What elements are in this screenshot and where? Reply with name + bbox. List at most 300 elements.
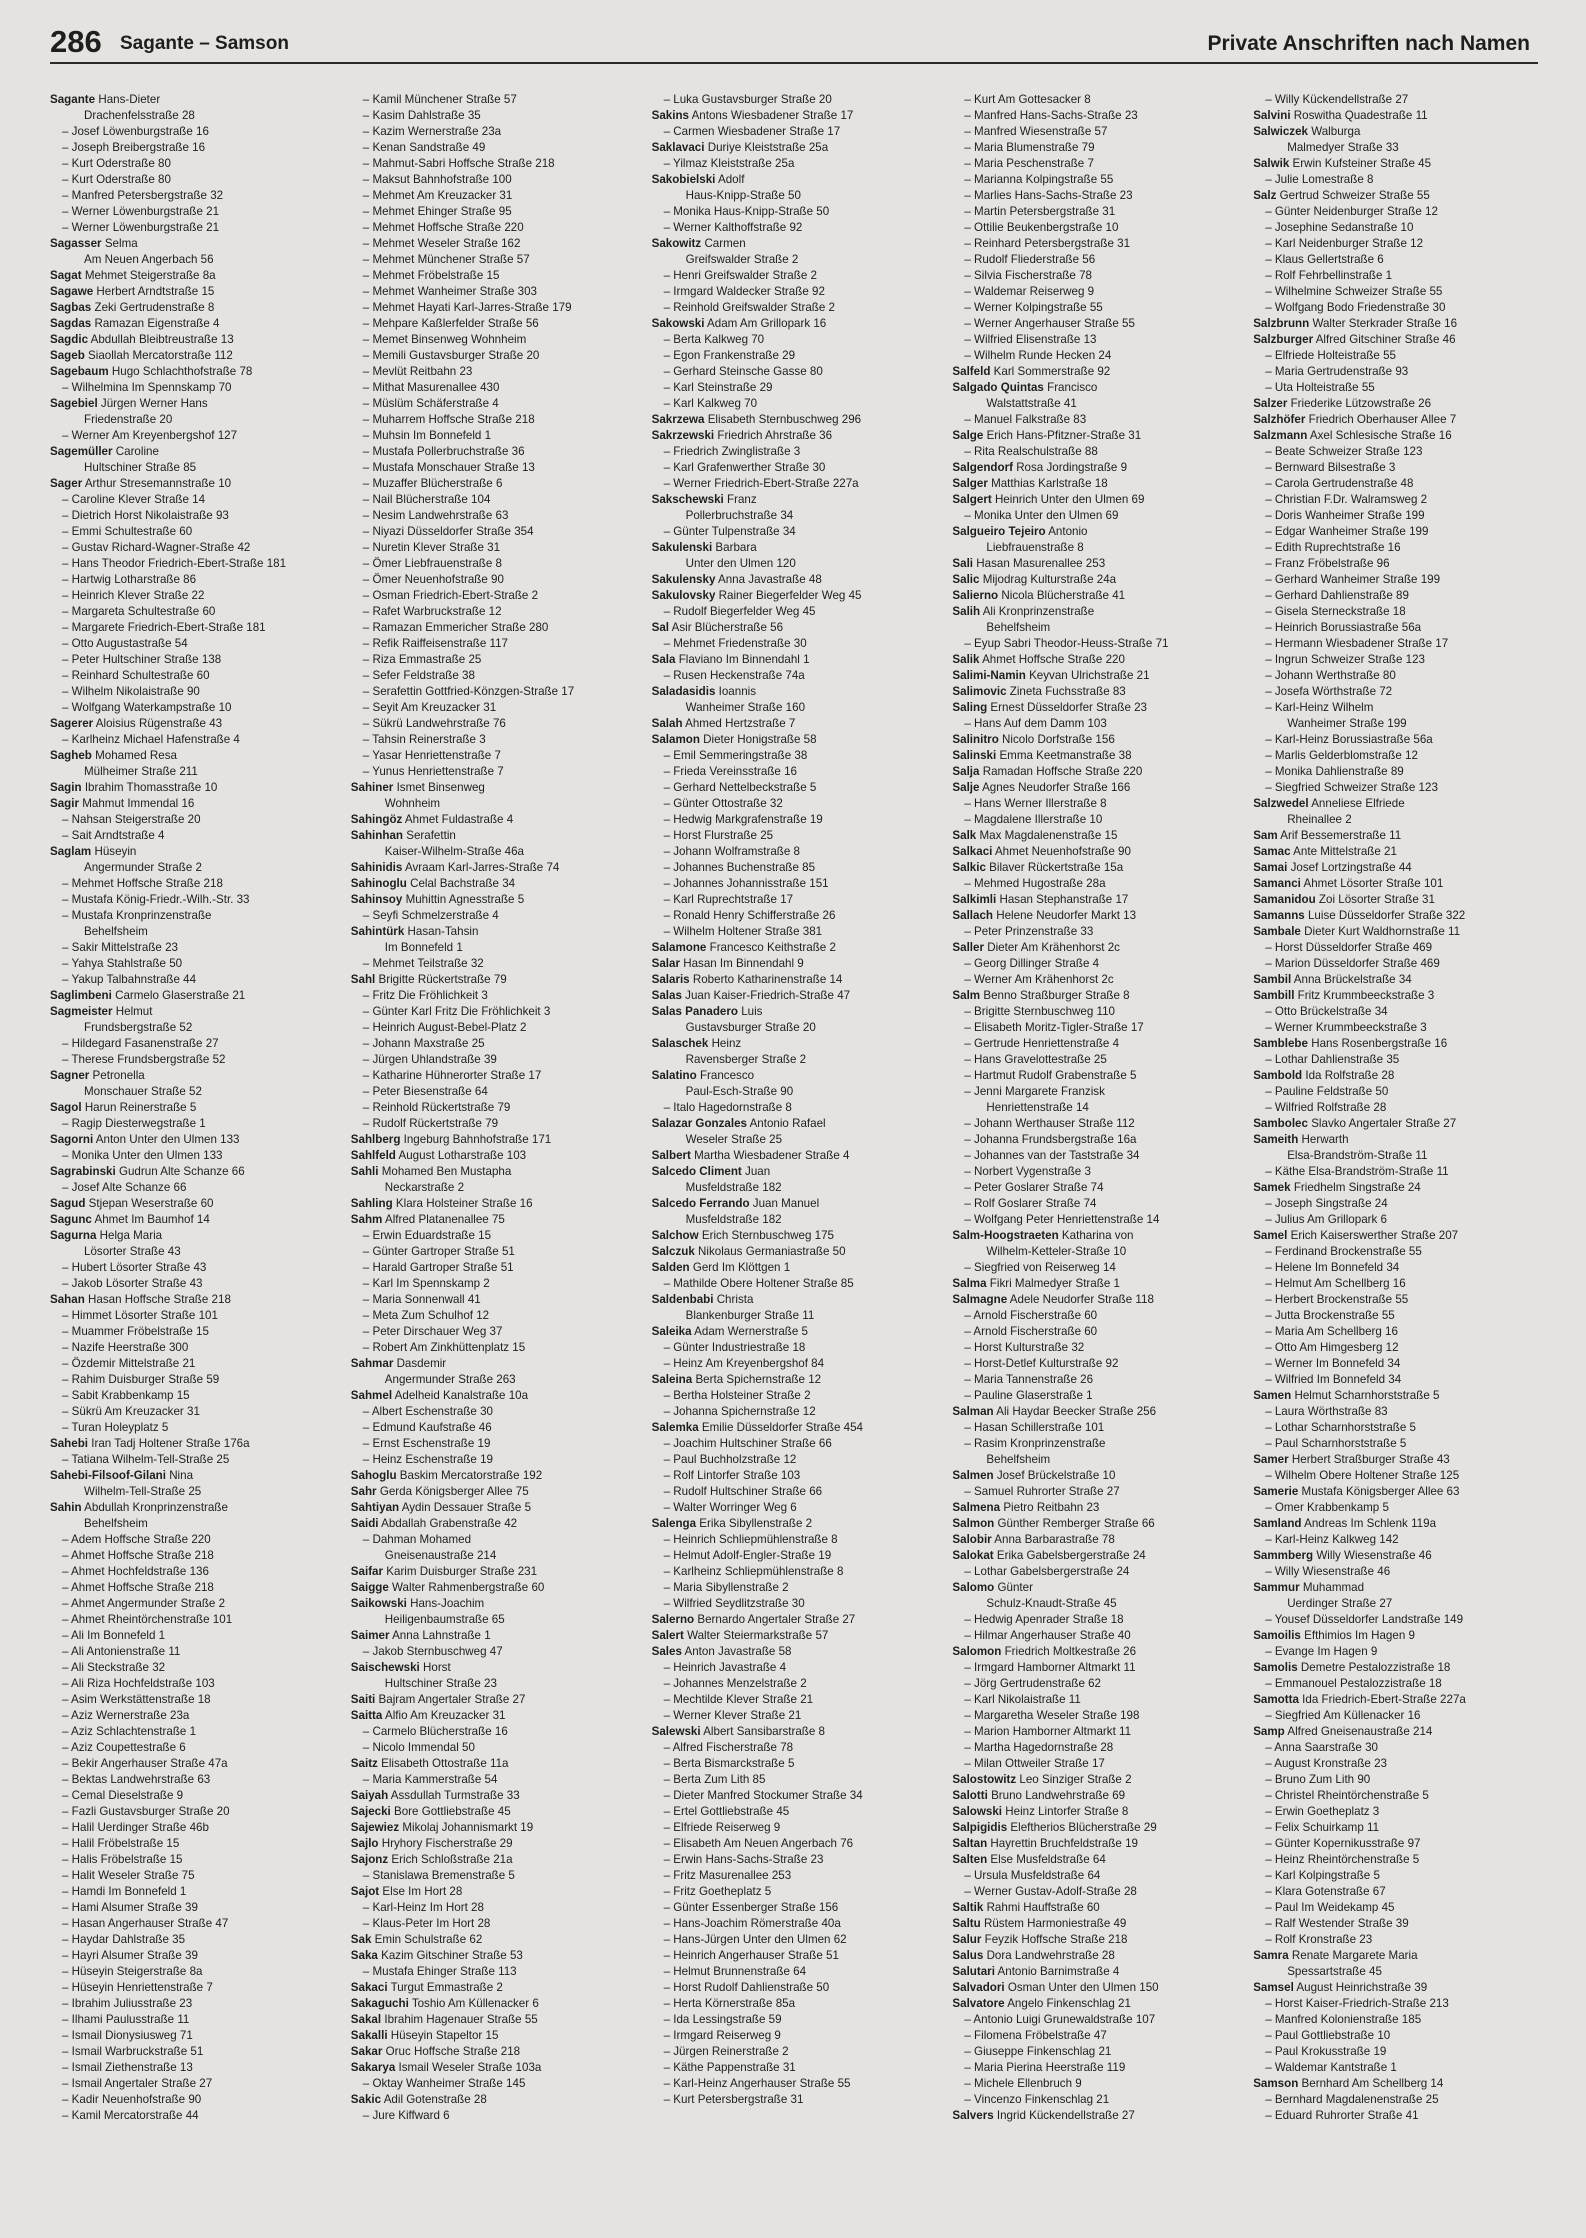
directory-entry: – Horst Rudolf Dahlienstraße 50 bbox=[663, 1981, 830, 1994]
directory-entry: – Mehmet Teilstraße 32 bbox=[362, 957, 484, 970]
directory-entry: – Günter Kopernikusstraße 97 bbox=[1265, 1837, 1421, 1850]
directory-entry: – Ilhami Paulusstraße 11 bbox=[62, 2013, 190, 2026]
directory-entry: Behelfsheim bbox=[84, 1517, 148, 1530]
directory-entry: – Paul Im Weidekamp 45 bbox=[1265, 1901, 1395, 1914]
directory-entry bbox=[1253, 316, 1540, 332]
entry-details: Zoi Lösorter Straße 31 bbox=[1318, 893, 1435, 906]
surname: Sakar bbox=[350, 2045, 383, 2058]
directory-entry bbox=[351, 1660, 638, 1676]
entry-details: Karim Duisburger Straße 231 bbox=[386, 1565, 538, 1578]
directory-entry bbox=[952, 1404, 1239, 1420]
surname: Sagrabinski bbox=[50, 1165, 116, 1178]
directory-entry: – Pauline Glaserstraße 1 bbox=[964, 1389, 1093, 1402]
directory-entry: – Mevlüt Reitbahn 23 bbox=[362, 365, 473, 378]
directory-entry: Wanheimer Straße 199 bbox=[1287, 717, 1407, 730]
entry-details: Ahmet Hoffsche Straße 220 bbox=[982, 653, 1125, 666]
directory-entry: – Mehmet Hoffsche Straße 220 bbox=[362, 221, 524, 234]
directory-entry: – Haydar Dahlstraße 35 bbox=[62, 1933, 186, 1946]
entry-details: Bajram Angertaler Straße 27 bbox=[378, 1693, 526, 1706]
entry-details: Heinz Lintorfer Straße 8 bbox=[1005, 1805, 1129, 1818]
directory-entry bbox=[50, 1100, 337, 1116]
directory-entry: – Martha Hagedornstraße 28 bbox=[964, 1741, 1114, 1754]
entry-details: Benno Straßburger Straße 8 bbox=[983, 989, 1130, 1002]
directory-entry: – Egon Frankenstraße 29 bbox=[663, 349, 796, 362]
directory-entry bbox=[351, 780, 638, 796]
surname: Saiyah bbox=[350, 1789, 389, 1802]
directory-entry bbox=[652, 140, 939, 156]
directory-entry: – Rusen Heckenstraße 74a bbox=[663, 669, 805, 682]
directory-entry: – Nuretin Klever Straße 31 bbox=[362, 541, 501, 554]
entry-details: Ahmed Hertzstraße 7 bbox=[685, 717, 796, 730]
directory-entry: – Aziz Schlachtenstraße 1 bbox=[62, 1725, 197, 1738]
directory-entry bbox=[652, 236, 939, 252]
entry-details: Harun Reinerstraße 5 bbox=[84, 1101, 197, 1114]
directory-entry: – Mahmut-Sabri Hoffsche Straße 218 bbox=[362, 157, 555, 170]
directory-entry: – Alfred Fischerstraße 78 bbox=[663, 1741, 794, 1754]
entry-details: Hugo Schlachthofstraße 78 bbox=[111, 365, 253, 378]
entry-details: Hasan-Tahsin bbox=[407, 925, 479, 938]
entry-details: Dieter Honigstraße 58 bbox=[703, 733, 817, 746]
directory-entry: Blankenburger Straße 11 bbox=[685, 1309, 815, 1322]
directory-entry: – Joseph Singstraße 24 bbox=[1265, 1197, 1388, 1210]
directory-column-3 bbox=[652, 92, 939, 2222]
directory-entry: – Wolfgang Peter Henriettenstraße 14 bbox=[964, 1213, 1160, 1226]
entry-details: Axel Schlesische Straße 16 bbox=[1309, 429, 1452, 442]
directory-entry bbox=[652, 684, 939, 700]
directory-entry bbox=[50, 1468, 337, 1484]
entry-details: Assdullah Turmstraße 33 bbox=[390, 1789, 520, 1802]
directory-entry: Liebfrauenstraße 8 bbox=[986, 541, 1084, 554]
directory-entry: – Karl Kolpingstraße 5 bbox=[1265, 1869, 1380, 1882]
entry-details: Abdullah Kronprinzenstraße bbox=[84, 1501, 228, 1514]
directory-entry bbox=[50, 1212, 337, 1228]
surname: Sajewiez bbox=[350, 1821, 400, 1834]
entry-details: Luise Düsseldorfer Straße 322 bbox=[1307, 909, 1466, 922]
directory-entry bbox=[1253, 1036, 1540, 1052]
directory-entry: – Bekir Angerhauser Straße 47a bbox=[62, 1757, 228, 1770]
directory-entry bbox=[351, 1564, 638, 1580]
directory-entry bbox=[1253, 188, 1540, 204]
directory-entry: – Hildegard Fasanenstraße 27 bbox=[62, 1037, 219, 1050]
entry-details: Nicola Blücherstraße 41 bbox=[1001, 589, 1126, 602]
directory-entry: – Muzaffer Blücherstraße 6 bbox=[362, 477, 503, 490]
directory-entry bbox=[351, 1212, 638, 1228]
surname: Salvini bbox=[1253, 109, 1291, 122]
directory-entry: – Hedwig Apenrader Straße 18 bbox=[964, 1613, 1124, 1626]
directory-entry: – Yousef Düsseldorfer Landstraße 149 bbox=[1265, 1613, 1464, 1626]
directory-entry bbox=[351, 1596, 638, 1612]
entry-details: Baskim Mercatorstraße 192 bbox=[399, 1469, 543, 1482]
directory-entry bbox=[351, 1996, 638, 2012]
directory-entry: – Karl Neidenburger Straße 12 bbox=[1265, 237, 1424, 250]
entry-details: Fritz Krummbeeckstraße 3 bbox=[1297, 989, 1435, 1002]
directory-entry bbox=[952, 556, 1239, 572]
directory-entry bbox=[351, 1756, 638, 1772]
entry-details: Max Magdalenenstraße 15 bbox=[979, 829, 1118, 842]
directory-entry: – Rasim Kronprinzenstraße bbox=[964, 1437, 1106, 1450]
directory-entry bbox=[351, 1788, 638, 1804]
directory-column-5 bbox=[1253, 92, 1540, 2222]
entry-details: Berta Spichernstraße 12 bbox=[695, 1373, 822, 1386]
surname: Saischewski bbox=[350, 1661, 420, 1674]
directory-entry bbox=[652, 1324, 939, 1340]
surname: Sajlo bbox=[350, 1837, 379, 1850]
directory-entry: – Ralf Westender Straße 39 bbox=[1265, 1917, 1409, 1930]
surname: Salmon bbox=[952, 1517, 995, 1530]
directory-entry: – Mehmet Ehinger Straße 95 bbox=[362, 205, 512, 218]
surname: Salzer bbox=[1253, 397, 1288, 410]
entry-details: Alfio Am Kreuzacker 31 bbox=[384, 1709, 506, 1722]
directory-entry: – Hamdi Im Bonnefeld 1 bbox=[62, 1885, 187, 1898]
entry-details: Heinz bbox=[711, 1037, 742, 1050]
directory-entry bbox=[952, 1580, 1239, 1596]
surname: Sajot bbox=[350, 1885, 380, 1898]
entry-details: Leo Sinziger Straße 2 bbox=[1019, 1773, 1132, 1786]
directory-entry bbox=[50, 1436, 337, 1452]
surname: Samoilis bbox=[1253, 1629, 1301, 1642]
surname: Sakowski bbox=[651, 317, 705, 330]
directory-entry bbox=[50, 92, 337, 108]
directory-entry: – Karl Steinstraße 29 bbox=[663, 381, 773, 394]
surname: Sakins bbox=[651, 109, 689, 122]
entry-details: Ramadan Hoffsche Straße 220 bbox=[982, 765, 1143, 778]
directory-entry: – Michele Ellenbruch 9 bbox=[964, 2077, 1082, 2090]
surname: Salih bbox=[952, 605, 981, 618]
directory-entry: – Günter Industriestraße 18 bbox=[663, 1341, 806, 1354]
directory-entry: – Hilmar Angerhauser Straße 40 bbox=[964, 1629, 1131, 1642]
surname: Salzwedel bbox=[1253, 797, 1309, 810]
surname: Salk bbox=[952, 829, 977, 842]
surname: Salgendorf bbox=[952, 461, 1013, 474]
directory-entry: – Dieter Manfred Stockumer Straße 34 bbox=[663, 1789, 863, 1802]
directory-entry: – Kasim Dahlstraße 35 bbox=[362, 109, 481, 122]
directory-entry bbox=[652, 108, 939, 124]
directory-entry: – Cemal Dieselstraße 9 bbox=[62, 1789, 184, 1802]
surname: Saglimbeni bbox=[50, 989, 112, 1002]
surname: Saleika bbox=[651, 1325, 692, 1338]
surname: Sambolec bbox=[1253, 1117, 1308, 1130]
surname: Sammur bbox=[1253, 1581, 1300, 1594]
directory-entry bbox=[351, 1516, 638, 1532]
directory-entry: – Ursula Musfeldstraße 64 bbox=[964, 1869, 1101, 1882]
directory-entry: – Evange Im Hagen 9 bbox=[1265, 1645, 1378, 1658]
entry-details: Dasdemir bbox=[396, 1357, 447, 1370]
directory-entry: – Lothar Gabelsbergerstraße 24 bbox=[964, 1565, 1130, 1578]
entry-details: Mustafa Königsberger Allee 63 bbox=[1301, 1485, 1460, 1498]
surname: Sakaguchi bbox=[350, 1997, 409, 2010]
directory-entry bbox=[1253, 124, 1540, 140]
entry-details: Emilie Düsseldorfer Straße 454 bbox=[701, 1421, 863, 1434]
entry-details: Albert Sansibarstraße 8 bbox=[703, 1725, 825, 1738]
directory-entry: – Laura Wörthstraße 83 bbox=[1265, 1405, 1388, 1418]
directory-entry bbox=[652, 956, 939, 972]
surname: Sahlberg bbox=[350, 1133, 401, 1146]
directory-entry: – Mehmet Weseler Straße 162 bbox=[362, 237, 521, 250]
directory-entry: – Jörg Gertrudenstraße 62 bbox=[964, 1677, 1102, 1690]
directory-entry: Rheinallee 2 bbox=[1287, 813, 1352, 826]
directory-entry: – Mehmet Friedenstraße 30 bbox=[663, 637, 807, 650]
directory-entry: – Heinrich Angerhauser Straße 51 bbox=[663, 1949, 839, 1962]
directory-entry: – Emmanouel Pestalozzistraße 18 bbox=[1265, 1677, 1442, 1690]
directory-entry: – Brigitte Sternbuschweg 110 bbox=[964, 1005, 1115, 1018]
directory-entry: – Johann Maxstraße 25 bbox=[362, 1037, 485, 1050]
entry-details: Anton Javastraße 58 bbox=[684, 1645, 792, 1658]
surname: Salfeld bbox=[952, 365, 991, 378]
directory-entry bbox=[952, 940, 1239, 956]
directory-entry: – Oktay Wanheimer Straße 145 bbox=[362, 2077, 526, 2090]
directory-entry: – Mustafa Kronprinzenstraße bbox=[62, 909, 212, 922]
directory-entry bbox=[351, 2092, 638, 2108]
directory-entry bbox=[952, 988, 1239, 1004]
directory-entry: – Rolf Lintorfer Straße 103 bbox=[663, 1469, 801, 1482]
entry-details: Abdallah Grabenstraße 42 bbox=[381, 1517, 518, 1530]
surname: Sagdic bbox=[50, 333, 89, 346]
directory-entry: – Doris Wanheimer Straße 199 bbox=[1265, 509, 1425, 522]
directory-entry bbox=[952, 588, 1239, 604]
directory-entry bbox=[652, 540, 939, 556]
directory-entry: – Werner Klever Straße 21 bbox=[663, 1709, 802, 1722]
entry-details: Helga Maria bbox=[99, 1229, 163, 1242]
entry-details: Adelheid Kanalstraße 10a bbox=[394, 1389, 529, 1402]
directory-entry bbox=[652, 972, 939, 988]
directory-entry: – Franz Fröbelstraße 96 bbox=[1265, 557, 1390, 570]
directory-entry: – Karl Im Spennskamp 2 bbox=[362, 1277, 490, 1290]
directory-entry bbox=[50, 748, 337, 764]
directory-entry: – Josefa Wörthstraße 72 bbox=[1265, 685, 1393, 698]
entry-details: Günther Remberger Straße 66 bbox=[997, 1517, 1155, 1530]
directory-entry: – Kurt Petersbergstraße 31 bbox=[663, 2093, 804, 2106]
entry-details: Luis bbox=[741, 1005, 763, 1018]
surname: Sagawe bbox=[50, 285, 94, 298]
entry-details: Agnes Neudorfer Straße 166 bbox=[982, 781, 1131, 794]
directory-entry bbox=[1253, 1692, 1540, 1708]
entry-details: Zineta Fuchsstraße 83 bbox=[1009, 685, 1126, 698]
surname: Salenga bbox=[651, 1517, 697, 1530]
directory-entry: – Anna Saarstraße 30 bbox=[1265, 1741, 1378, 1754]
directory-entry: – Werner Im Bonnefeld 34 bbox=[1265, 1357, 1401, 1370]
surname: Salge bbox=[952, 429, 984, 442]
directory-entry: – Ali Steckstraße 32 bbox=[62, 1661, 166, 1674]
entry-details: Josef Lortzingstraße 44 bbox=[1290, 861, 1412, 874]
surname: Salomo bbox=[952, 1581, 995, 1594]
surname: Sager bbox=[50, 477, 83, 490]
directory-entry bbox=[50, 1228, 337, 1244]
entry-details: Ingrid Kückendellstraße 27 bbox=[996, 2109, 1135, 2122]
directory-entry: – Otto Am Himgesberg 12 bbox=[1265, 1341, 1399, 1354]
directory-entry: Lösorter Straße 43 bbox=[84, 1245, 181, 1258]
directory-entry: Ravensberger Straße 2 bbox=[685, 1053, 807, 1066]
entry-details: Slavko Angertaler Straße 27 bbox=[1311, 1117, 1457, 1130]
directory-entry: – Elfriede Reiserweg 9 bbox=[663, 1821, 781, 1834]
surname: Saitta bbox=[350, 1709, 383, 1722]
directory-entry bbox=[1253, 1724, 1540, 1740]
directory-entry: – Meta Zum Schulhof 12 bbox=[362, 1309, 490, 1322]
directory-entry bbox=[952, 1836, 1239, 1852]
directory-entry bbox=[952, 1228, 1239, 1244]
surname: Sahr bbox=[350, 1485, 377, 1498]
directory-entry bbox=[952, 1900, 1239, 1916]
entry-details: Ramazan Eigenstraße 4 bbox=[94, 317, 220, 330]
directory-entry: – Omer Krabbenkamp 5 bbox=[1265, 1501, 1389, 1514]
directory-entry: Wilhelm-Ketteler-Straße 10 bbox=[986, 1245, 1127, 1258]
directory-entry: Angermunder Straße 263 bbox=[384, 1373, 516, 1386]
entry-details: Arif Bessemerstraße 11 bbox=[1280, 829, 1402, 842]
directory-entry: – Hans Werner Illerstraße 8 bbox=[964, 797, 1107, 810]
directory-entry: – Dahman Mohamed bbox=[362, 1533, 472, 1546]
directory-entry: – Rahim Duisburger Straße 59 bbox=[62, 1373, 220, 1386]
surname: Sahtiyan bbox=[350, 1501, 400, 1514]
directory-entry bbox=[1253, 908, 1540, 924]
directory-entry: – Manfred Kolonienstraße 185 bbox=[1265, 2013, 1422, 2026]
directory-entry: – Mustafa Ehinger Straße 113 bbox=[362, 1965, 517, 1978]
directory-entry: – Martin Petersbergstraße 31 bbox=[964, 205, 1116, 218]
surname: Sahoglu bbox=[350, 1469, 397, 1482]
directory-entry: – Dietrich Horst Nikolaistraße 93 bbox=[62, 509, 229, 522]
entry-details: Ioannis bbox=[718, 685, 757, 698]
directory-entry bbox=[652, 1292, 939, 1308]
directory-entry: – Ahmet Hoffsche Straße 218 bbox=[62, 1549, 214, 1562]
surname: Salus bbox=[952, 1949, 984, 1962]
directory-entry: – Karl-Heinz Wilhelm bbox=[1265, 701, 1374, 714]
directory-entry: – Hedwig Markgrafenstraße 19 bbox=[663, 813, 823, 826]
directory-entry: – Karl-Heinz Kalkweg 142 bbox=[1265, 1533, 1399, 1546]
surname: Sala bbox=[651, 653, 676, 666]
directory-entry bbox=[50, 844, 337, 860]
surname: Sahinhan bbox=[350, 829, 403, 842]
surname: Sakrzewski bbox=[651, 429, 715, 442]
directory-entry: Greifswalder Straße 2 bbox=[685, 253, 799, 266]
entry-details: Alfred Gneisenaustraße 214 bbox=[1287, 1725, 1433, 1738]
directory-entry: – Karlheinz Schliepmühlenstraße 8 bbox=[663, 1565, 844, 1578]
surname: Samek bbox=[1253, 1181, 1291, 1194]
directory-entry: – Wilhelmina Im Spennskamp 70 bbox=[62, 381, 232, 394]
directory-entry: – Monika Unter den Ulmen 133 bbox=[62, 1149, 223, 1162]
entry-details: Matthias Karlstraße 18 bbox=[991, 477, 1108, 490]
directory-entry: – Erwin Goetheplatz 3 bbox=[1265, 1805, 1380, 1818]
entry-details: Antonio bbox=[1048, 525, 1088, 538]
directory-entry bbox=[652, 1116, 939, 1132]
directory-entry: – Seyfi Schmelzerstraße 4 bbox=[362, 909, 499, 922]
directory-entry: Behelfsheim bbox=[986, 621, 1051, 634]
directory-entry: – Gertrude Henriettenstraße 4 bbox=[964, 1037, 1120, 1050]
directory-entry: – Karl Grafenwerther Straße 30 bbox=[663, 461, 826, 474]
directory-entry bbox=[952, 1516, 1239, 1532]
entry-details: Gertrud Schweizer Straße 55 bbox=[1279, 189, 1430, 202]
directory-entry bbox=[1253, 428, 1540, 444]
surname: Sal bbox=[651, 621, 669, 634]
directory-entry bbox=[50, 268, 337, 284]
surname: Salger bbox=[952, 477, 988, 490]
entry-details: Rüstem Harmoniestraße 49 bbox=[983, 1917, 1127, 1930]
entry-details: Mijodrag Kulturstraße 24a bbox=[982, 573, 1117, 586]
directory-entry bbox=[351, 972, 638, 988]
directory-entry: – Gisela Sterneckstraße 18 bbox=[1265, 605, 1406, 618]
directory-entry: – Pauline Feldstraße 50 bbox=[1265, 1085, 1389, 1098]
directory-columns bbox=[50, 92, 1540, 2222]
directory-entry: Neckarstraße 2 bbox=[384, 1181, 465, 1194]
entry-details: Duriye Kleiststraße 25a bbox=[707, 141, 829, 154]
entry-details: Helmut bbox=[115, 1005, 153, 1018]
entry-details: Hans Rosenbergstraße 16 bbox=[1311, 1037, 1448, 1050]
directory-entry bbox=[351, 1932, 638, 1948]
entry-details: Celal Bachstraße 34 bbox=[410, 877, 516, 890]
entry-details: Bruno Landwehrstraße 69 bbox=[991, 1789, 1126, 1802]
directory-entry: – Jakob Sternbuschweg 47 bbox=[362, 1645, 503, 1658]
surname: Salma bbox=[952, 1277, 987, 1290]
directory-entry: – August Kronstraße 23 bbox=[1265, 1757, 1387, 1770]
directory-entry bbox=[1253, 412, 1540, 428]
directory-entry bbox=[652, 1612, 939, 1628]
surname: Sakowitz bbox=[651, 237, 702, 250]
surname: Sagunc bbox=[50, 1213, 92, 1226]
directory-entry: – Uta Holteistraße 55 bbox=[1265, 381, 1375, 394]
directory-entry: – Peter Hultschiner Straße 138 bbox=[62, 653, 222, 666]
entry-details: Heinrich Unter den Ulmen 69 bbox=[994, 493, 1145, 506]
directory-entry: – Maria Blumenstraße 79 bbox=[964, 141, 1095, 154]
directory-entry: – Heinz Eschenstraße 19 bbox=[362, 1453, 493, 1466]
surname: Sahmar bbox=[350, 1357, 394, 1370]
directory-entry: – Karl-Heinz Im Hort 28 bbox=[362, 1901, 484, 1914]
directory-entry: – Karlheinz Michael Hafenstraße 4 bbox=[62, 733, 240, 746]
directory-entry: – Mehmet Fröbelstraße 15 bbox=[362, 269, 500, 282]
directory-entry: – Sükrü Landwehrstraße 76 bbox=[362, 717, 506, 730]
directory-entry: Monschauer Straße 52 bbox=[84, 1085, 202, 1098]
directory-entry: – Beate Schweizer Straße 123 bbox=[1265, 445, 1423, 458]
entry-details: Anna Barbarastraße 78 bbox=[994, 1533, 1115, 1546]
directory-entry: – Edith Ruprechtstraße 16 bbox=[1265, 541, 1401, 554]
directory-entry: – Johanna Spichernstraße 12 bbox=[663, 1405, 816, 1418]
entry-details: Dieter Kurt Waldhornstraße 11 bbox=[1304, 925, 1461, 938]
directory-entry: – Ernst Eschenstraße 19 bbox=[362, 1437, 491, 1450]
surname: Salzhöfer bbox=[1253, 413, 1306, 426]
directory-entry: – Horst-Detlef Kulturstraße 92 bbox=[964, 1357, 1119, 1370]
surname: Salinski bbox=[952, 749, 997, 762]
entry-details: Herbert Straßburger Straße 43 bbox=[1291, 1453, 1450, 1466]
directory-entry bbox=[952, 1548, 1239, 1564]
directory-entry: – Günter Tulpenstraße 34 bbox=[663, 525, 796, 538]
directory-entry: – Johannes Menzelstraße 2 bbox=[663, 1677, 807, 1690]
directory-entry: – Werner Löwenburgstraße 21 bbox=[62, 221, 220, 234]
directory-entry: – Josef Löwenburgstraße 16 bbox=[62, 125, 209, 138]
directory-entry bbox=[351, 1836, 638, 1852]
directory-entry bbox=[351, 1388, 638, 1404]
surname: Saleina bbox=[651, 1373, 693, 1386]
surname: Sahintürk bbox=[350, 925, 405, 938]
surname: Sahmel bbox=[350, 1389, 393, 1402]
entry-details: Erika Gabelsbergerstraße 24 bbox=[996, 1549, 1146, 1562]
directory-entry: – Henri Greifswalder Straße 2 bbox=[663, 269, 817, 282]
directory-entry: – Horst Düsseldorfer Straße 469 bbox=[1265, 941, 1433, 954]
directory-entry: – Berta Bismarckstraße 5 bbox=[663, 1757, 795, 1770]
directory-entry bbox=[652, 428, 939, 444]
directory-entry: – Wilfried Rolfstraße 28 bbox=[1265, 1101, 1387, 1114]
directory-entry: – Maria Gertrudenstraße 93 bbox=[1265, 365, 1409, 378]
entry-details: Ibrahim Hagenauer Straße 55 bbox=[384, 2013, 538, 2026]
directory-entry: – Hüseyin Henriettenstraße 7 bbox=[62, 1981, 213, 1994]
surname: Sahingöz bbox=[350, 813, 403, 826]
directory-entry bbox=[952, 844, 1239, 860]
directory-entry: – Ismail Angertaler Straße 27 bbox=[62, 2077, 213, 2090]
directory-entry bbox=[351, 1148, 638, 1164]
directory-entry: Weseler Straße 25 bbox=[685, 1133, 783, 1146]
entry-details: Carmelo Glaserstraße 21 bbox=[115, 989, 246, 1002]
directory-entry: – Vincenzo Finkenschlag 21 bbox=[964, 2093, 1110, 2106]
entry-details: Keyvan Ulrichstraße 21 bbox=[1029, 669, 1150, 682]
surname: Saka bbox=[350, 1949, 378, 1962]
directory-entry: – Horst Kaiser-Friedrich-Straße 213 bbox=[1265, 1997, 1449, 2010]
directory-entry: – Käthe Elsa-Brandström-Straße 11 bbox=[1265, 1165, 1449, 1178]
directory-entry: – Magdalene Illerstraße 10 bbox=[964, 813, 1103, 826]
